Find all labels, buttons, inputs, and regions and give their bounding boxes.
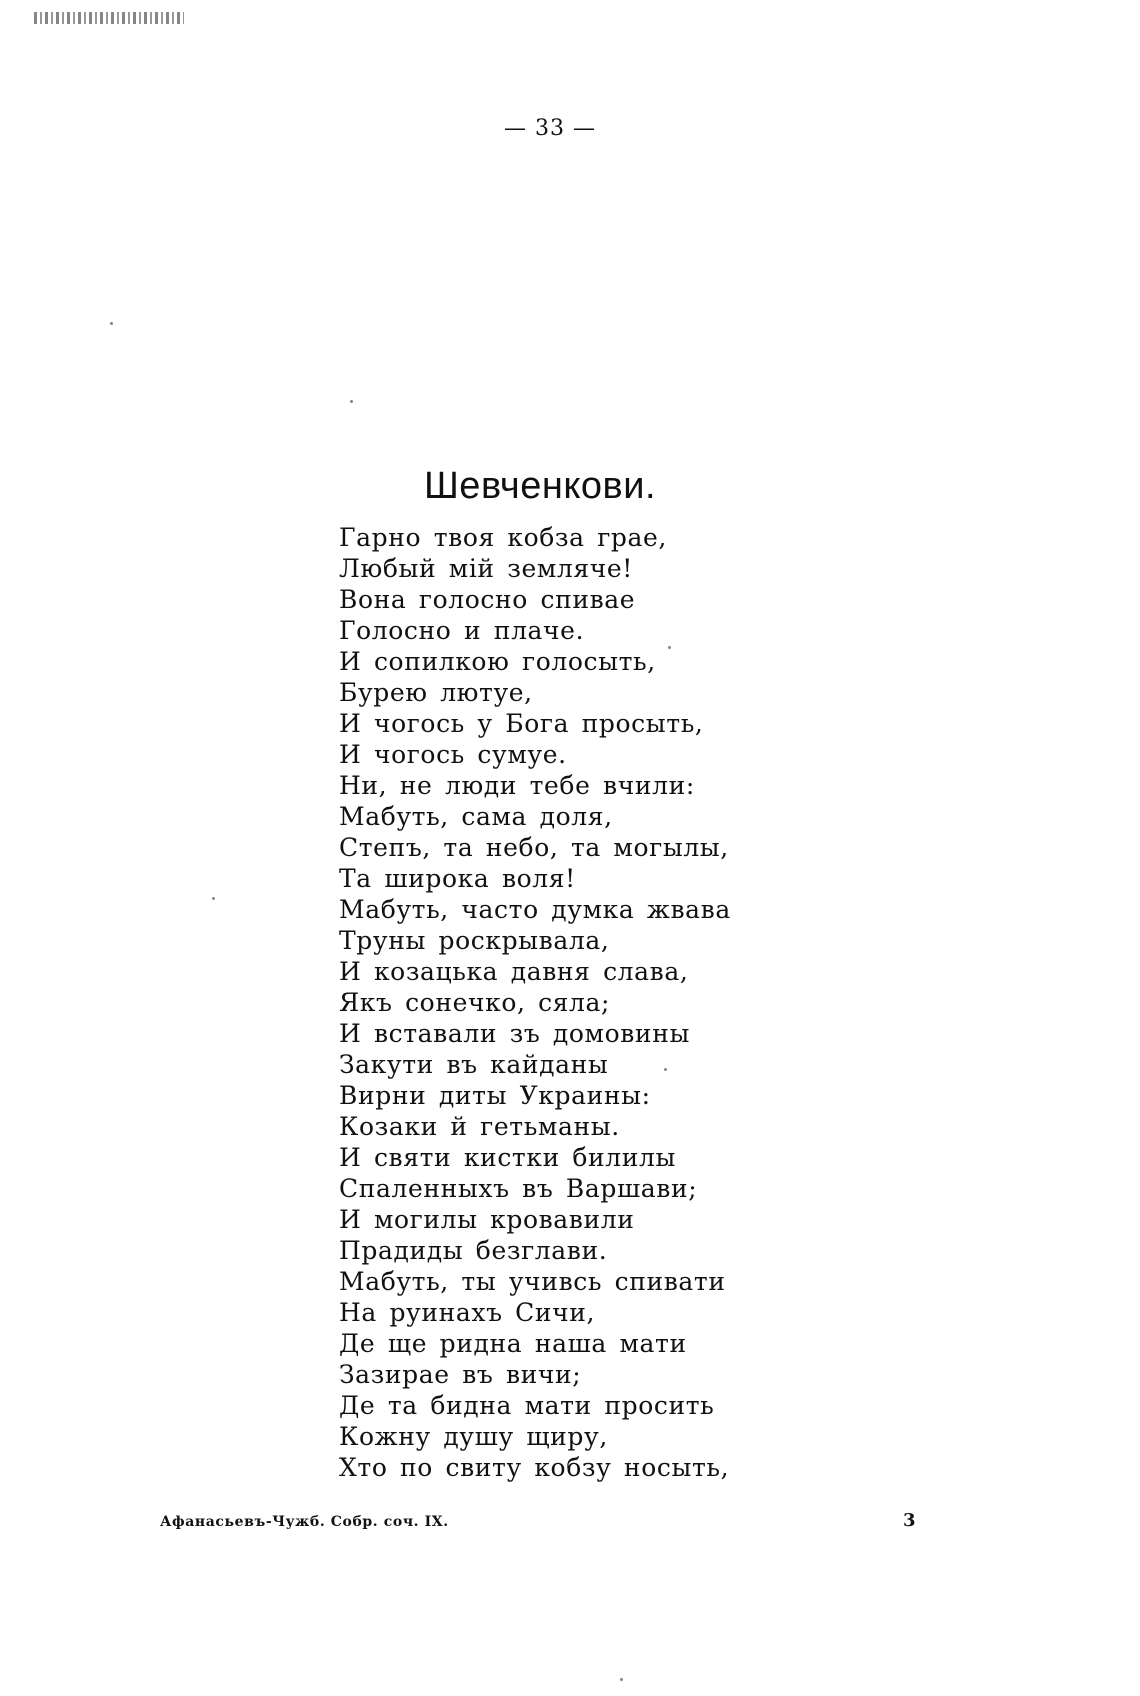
poem-line: И сопилкою голосыть, — [339, 647, 656, 676]
poem-line: Бурею лютуе, — [339, 678, 533, 707]
poem-line: Гарно твоя кобза грае, — [339, 523, 667, 552]
scan-speck — [110, 322, 113, 325]
poem-line: Де та бидна мати просить — [339, 1391, 715, 1420]
poem-line: Козаки й гетьманы. — [339, 1112, 620, 1141]
poem-line: Кожну душу щиру, — [339, 1422, 608, 1451]
poem-line: Зазирае въ вичи; — [339, 1360, 582, 1389]
poem-title: Шевченкови. — [423, 465, 656, 508]
poem-line: И могилы кровавили — [339, 1205, 635, 1234]
poem-line: Степъ, та небо, та могылы, — [339, 833, 729, 862]
poem-line: Та широка воля! — [339, 864, 576, 893]
scan-artifact — [34, 12, 184, 24]
poem-body — [339, 522, 759, 1483]
poem-line: Прадиды безглави. — [339, 1236, 608, 1265]
scan-speck — [212, 897, 215, 900]
poem-line: Труны роскрывала, — [339, 926, 610, 955]
poem-line: И козацька давня слава, — [339, 957, 689, 986]
poem-line: Де ще ридна наша мати — [339, 1329, 687, 1358]
poem-line: И чогось сумуе. — [339, 740, 567, 769]
poem-line: Мабуть, ты учивсь спивати — [339, 1267, 726, 1296]
poem-line: Голосно и плаче. — [339, 616, 585, 645]
poem-line: Закути въ кайданы — [339, 1050, 609, 1079]
scan-speck — [620, 1678, 623, 1681]
page-number: — 33 — — [504, 116, 596, 141]
poem-line: Хто по свиту кобзу носыть, — [339, 1453, 730, 1482]
poem-line: Мабуть, сама доля, — [339, 802, 613, 831]
poem-line: И чогось у Бога просыть, — [339, 709, 704, 738]
footer-signature-number: 3 — [903, 1510, 916, 1531]
poem-line: Любый мій земляче! — [339, 554, 633, 583]
scan-speck — [350, 400, 353, 403]
poem-line: Вирни диты Украины: — [339, 1081, 651, 1110]
poem-line: На руинахъ Сичи, — [339, 1298, 596, 1327]
poem-line: Мабуть, часто думка жвава — [339, 895, 731, 924]
poem-line: И вставали зъ домовины — [339, 1019, 690, 1048]
footer-source: Афанасьевъ-Чужб. Собр. соч. IX. — [160, 1514, 449, 1530]
poem-line: Якъ сонечко, сяла; — [339, 988, 611, 1017]
poem-line: Вона голосно спивае — [339, 585, 636, 614]
poem-line: И святи кистки билилы — [339, 1143, 677, 1172]
poem-line: Ни, не люди тебе вчили: — [339, 771, 695, 800]
poem-line: Спаленныхъ въ Варшави; — [339, 1174, 698, 1203]
